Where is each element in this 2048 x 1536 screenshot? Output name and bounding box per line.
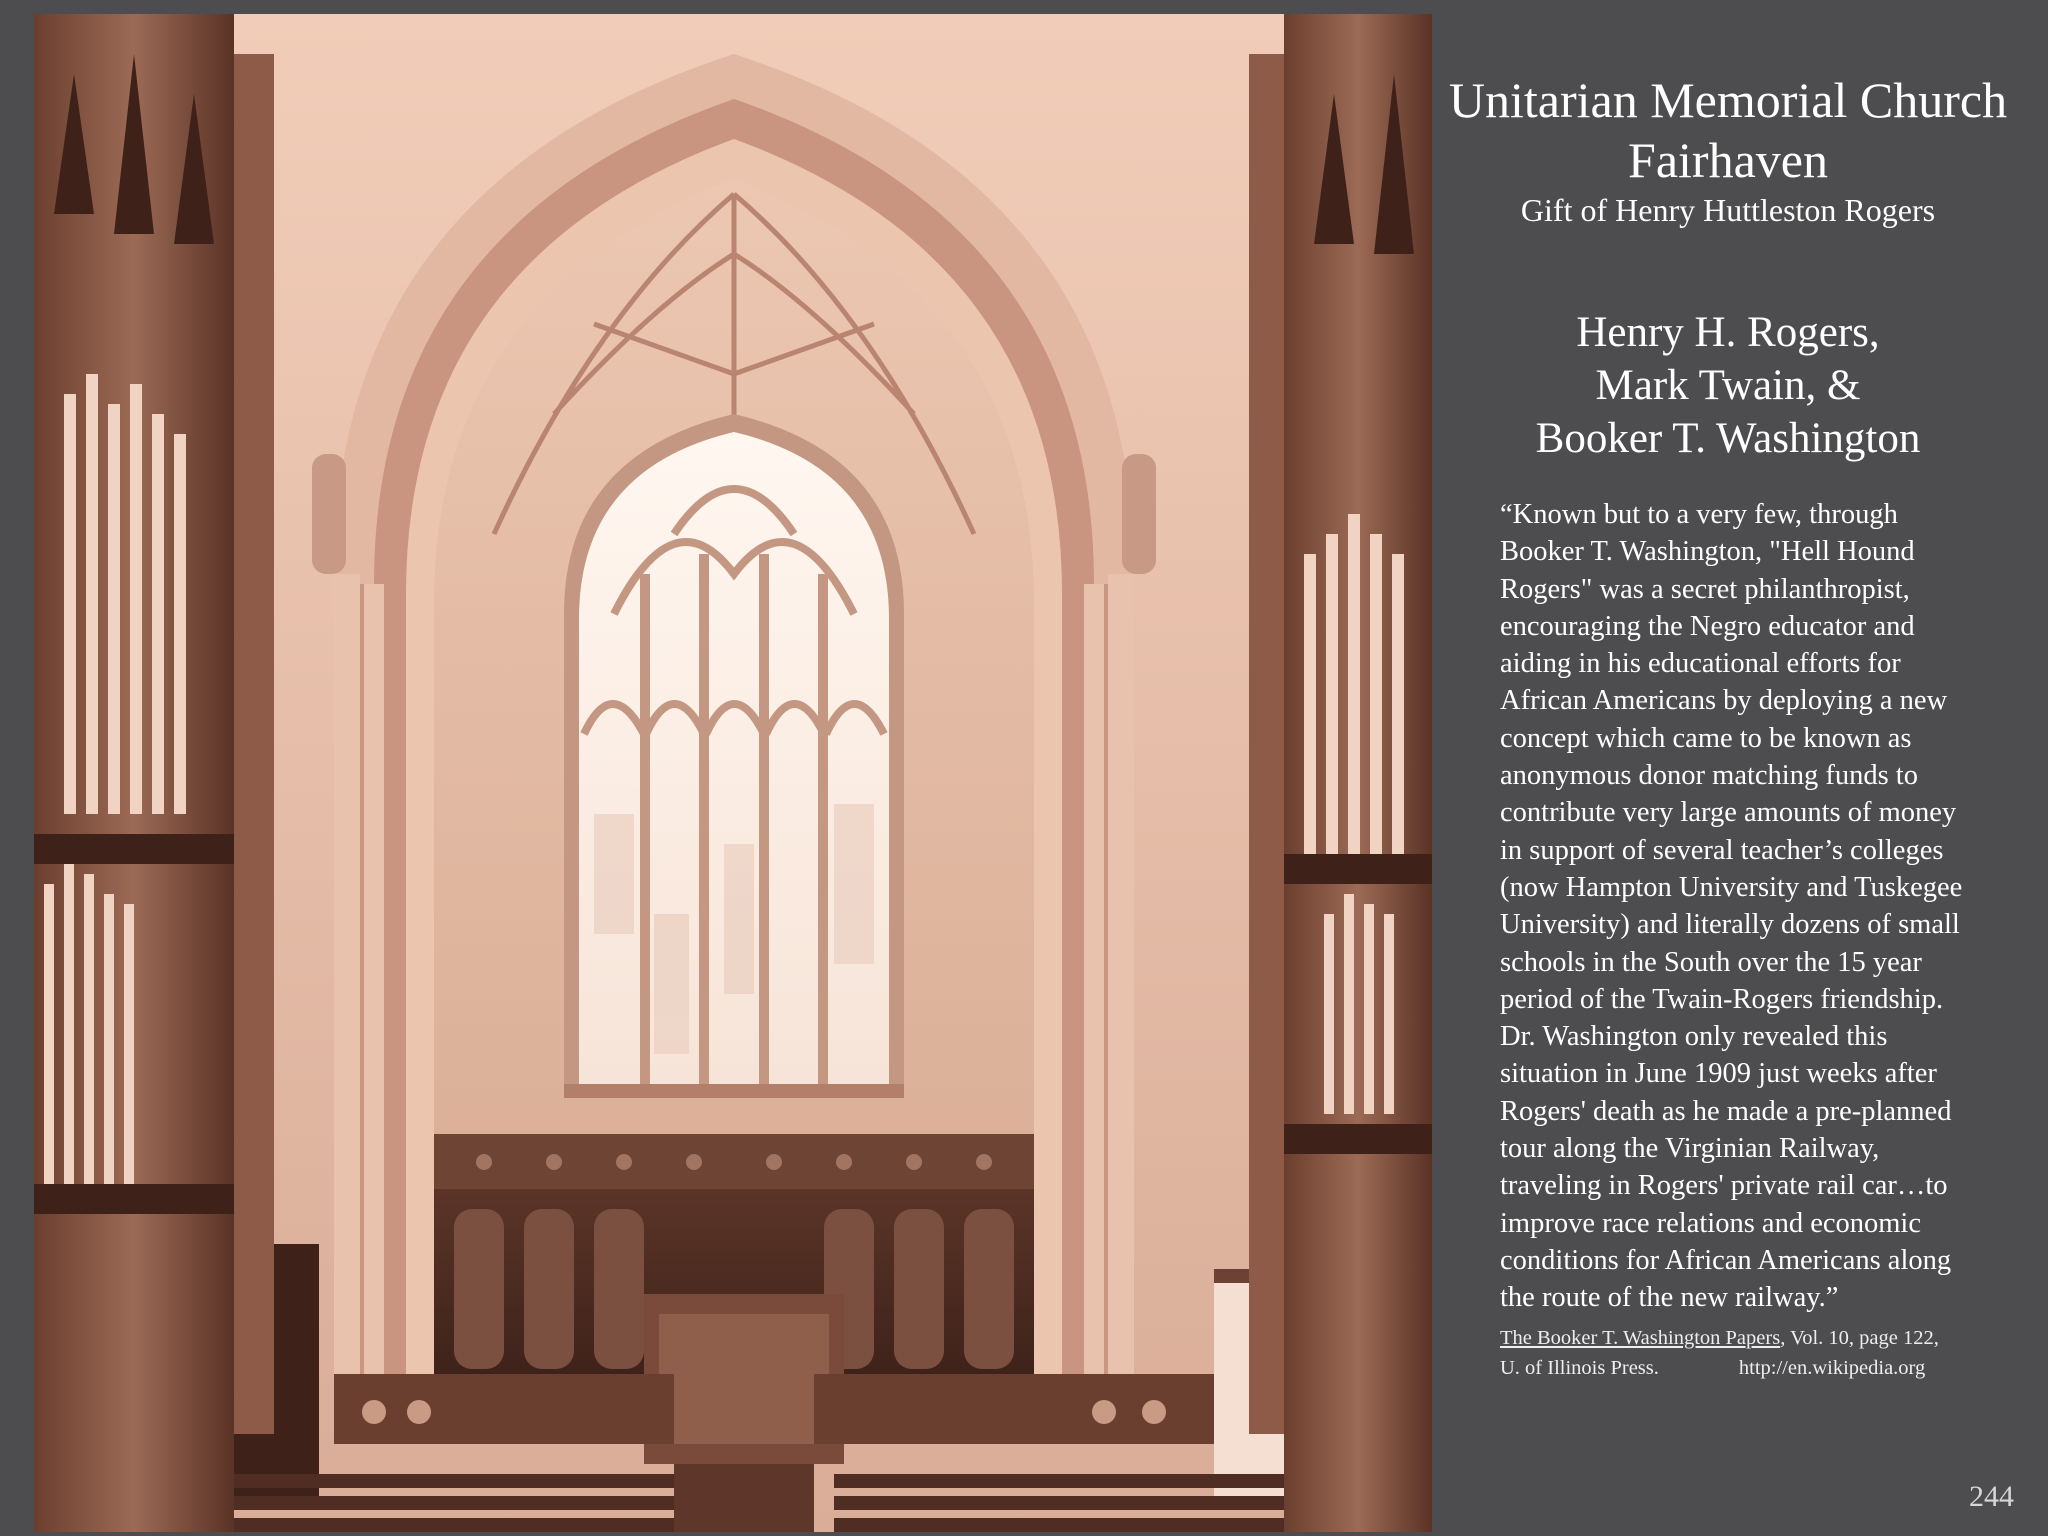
church-interior-illustration <box>34 14 1432 1532</box>
church-interior-photo <box>34 14 1432 1532</box>
names-line-1: Henry H. Rogers, <box>1576 309 1880 356</box>
citation <box>1500 1323 2020 1383</box>
citation-volume: , Vol. 10, page 122, <box>1780 1327 1939 1349</box>
quote-text: “Known but to a very few, through Booker T. Washington, "Hell Hound Rogers" was a secret philanthropist, encouraging the Negro educator and aiding in his educational efforts for African Americans by deploying a new concept which came to be known as anonymous donor matching funds to contribute very large amounts of money in support of several teacher’s colleges (now Hampton University and Tuskegee University) and literally dozens of small schools in the South over the 15 year period of the Twain-Rogers friendship. Dr. Washington only revealed this situation in June 1909 just weeks after Rogers' death as he made a pre-planned tour along the Virginian Railway, traveling in Rogers' private rail car…to improve race relations and economic conditions for African Americans along the route of the new railway.” <box>1500 499 1963 1314</box>
citation-book-title: The Booker T. Washington Papers <box>1500 1327 1781 1349</box>
names-line-2: Mark Twain, & <box>1595 362 1861 409</box>
slide-subtitle: Gift of Henry Huttleston Rogers <box>1520 192 1936 228</box>
citation-url: http://en.wikipedia.org <box>1738 1357 1926 1379</box>
names-heading <box>1432 306 2024 465</box>
slide-title <box>1432 70 2024 190</box>
page-number: 244 <box>1969 1480 2014 1513</box>
title-line-1: Unitarian Memorial Church <box>1448 72 2008 128</box>
citation-line-2 <box>1500 1353 2020 1383</box>
title-line-2: Fairhaven <box>1628 132 1828 188</box>
citation-publisher: U. of Illinois Press. <box>1500 1357 1659 1379</box>
names-line-3: Booker T. Washington <box>1535 415 1921 462</box>
citation-line-1 <box>1500 1323 2020 1353</box>
